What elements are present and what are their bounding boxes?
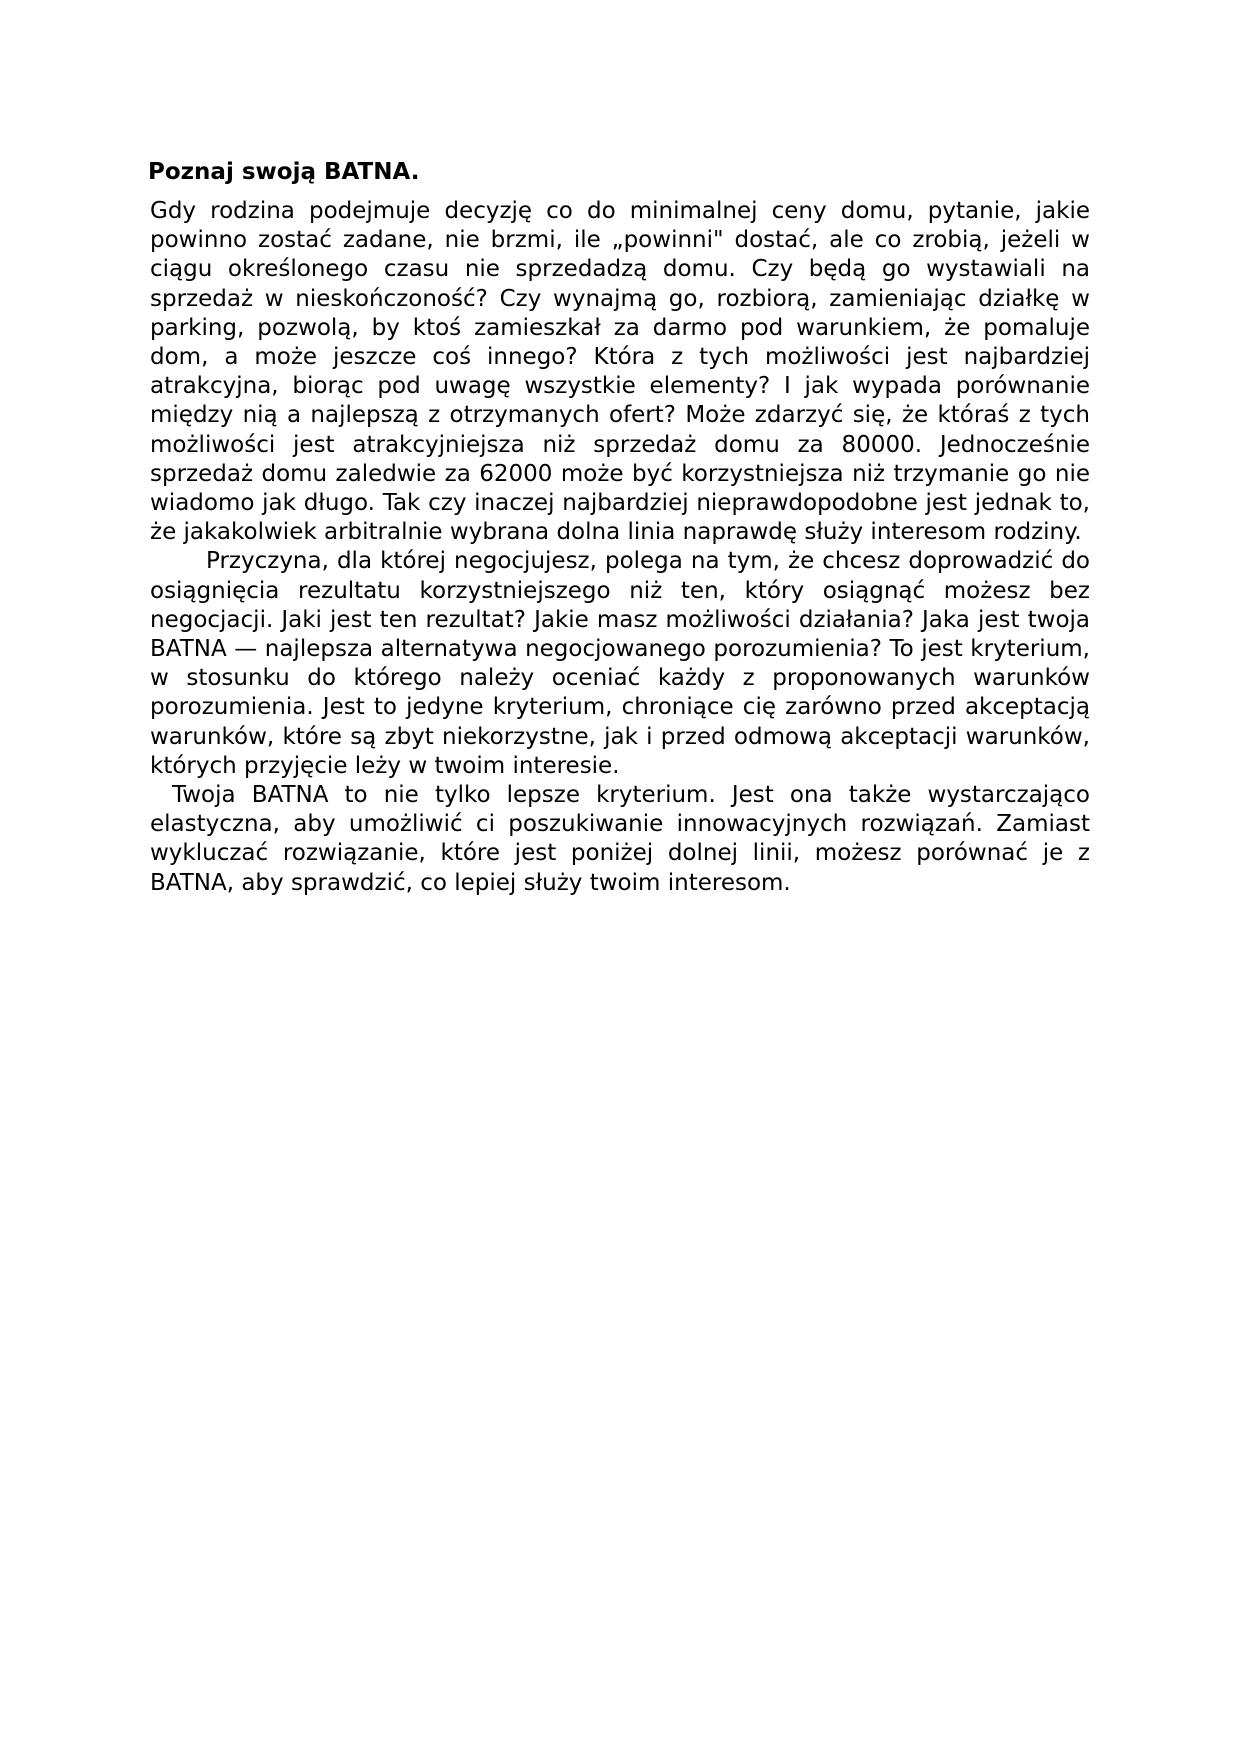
document-title: Poznaj swoją BATNA. bbox=[148, 159, 420, 185]
paragraph-1: Gdy rodzina podejmuje decyzję co do minimalnej ceny domu, pytanie, jakie powinno zostać zadane, nie brzmi, ile „powinni" dostać, ale co zrobią, jeżeli w ciągu określonego czasu nie sprzedadzą domu. Czy będą go wystawiali na sprzedaż w nieskończoność? Czy wynajmą go, rozbiorą, zamieniając działkę w parking, pozwolą, by ktoś zamieszkał za darmo pod warunkiem, że pomaluje dom, a może jeszcze coś innego? Która z tych możliwości jest najbardziej atrakcyjna, biorąc pod uwagę wszystkie elementy? I jak wypada porównanie między nią a najlepszą z otrzymanych ofert? Może zdarzyć się, że któraś z tych możliwości jest atrakcyjniejsza niż sprzedaż domu za 80000. Jednocześnie sprzedaż domu zaledwie za 62000 może być korzystniejsza niż trzymanie go nie wiadomo jak długo. Tak czy inaczej najbardziej nieprawdopodobne jest jednak to, że jakakolwiek arbitralnie wybrana dolna linia naprawdę służy interesom rodziny. bbox=[150, 198, 1090, 546]
paragraph-2: Przyczyna, dla której negocjujesz, polega na tym, że chcesz doprowadzić do osiągnięcia rezultatu korzystniejszego niż ten, który osiągnąć możesz bez negocjacji. Jaki jest ten rezultat? Jakie masz możliwości działania? Jaka jest twoja BATNA — najlepsza alternatywa negocjowanego porozumienia? To jest kryterium, w stosunku do którego należy oceniać każdy z proponowanych warunków porozumienia. Jest to jedyne kryterium, chroniące cię zarówno przed akceptacją warunków, które są zbyt niekorzystne, jak i przed odmową akceptacji warunków, których przyjęcie leży w twoim interesie. bbox=[150, 548, 1090, 779]
paragraph-3: Twoja BATNA to nie tylko lepsze kryterium. Jest ona także wystarczająco elastyczna, aby umożliwić ci poszukiwanie innowacyjnych rozwiązań. Zamiast wykluczać rozwiązanie, które jest poniżej dolnej linii, możesz porównać je z BATNA, aby sprawdzić, co lepiej służy twoim interesom. bbox=[150, 782, 1090, 896]
document-body bbox=[150, 197, 1090, 898]
